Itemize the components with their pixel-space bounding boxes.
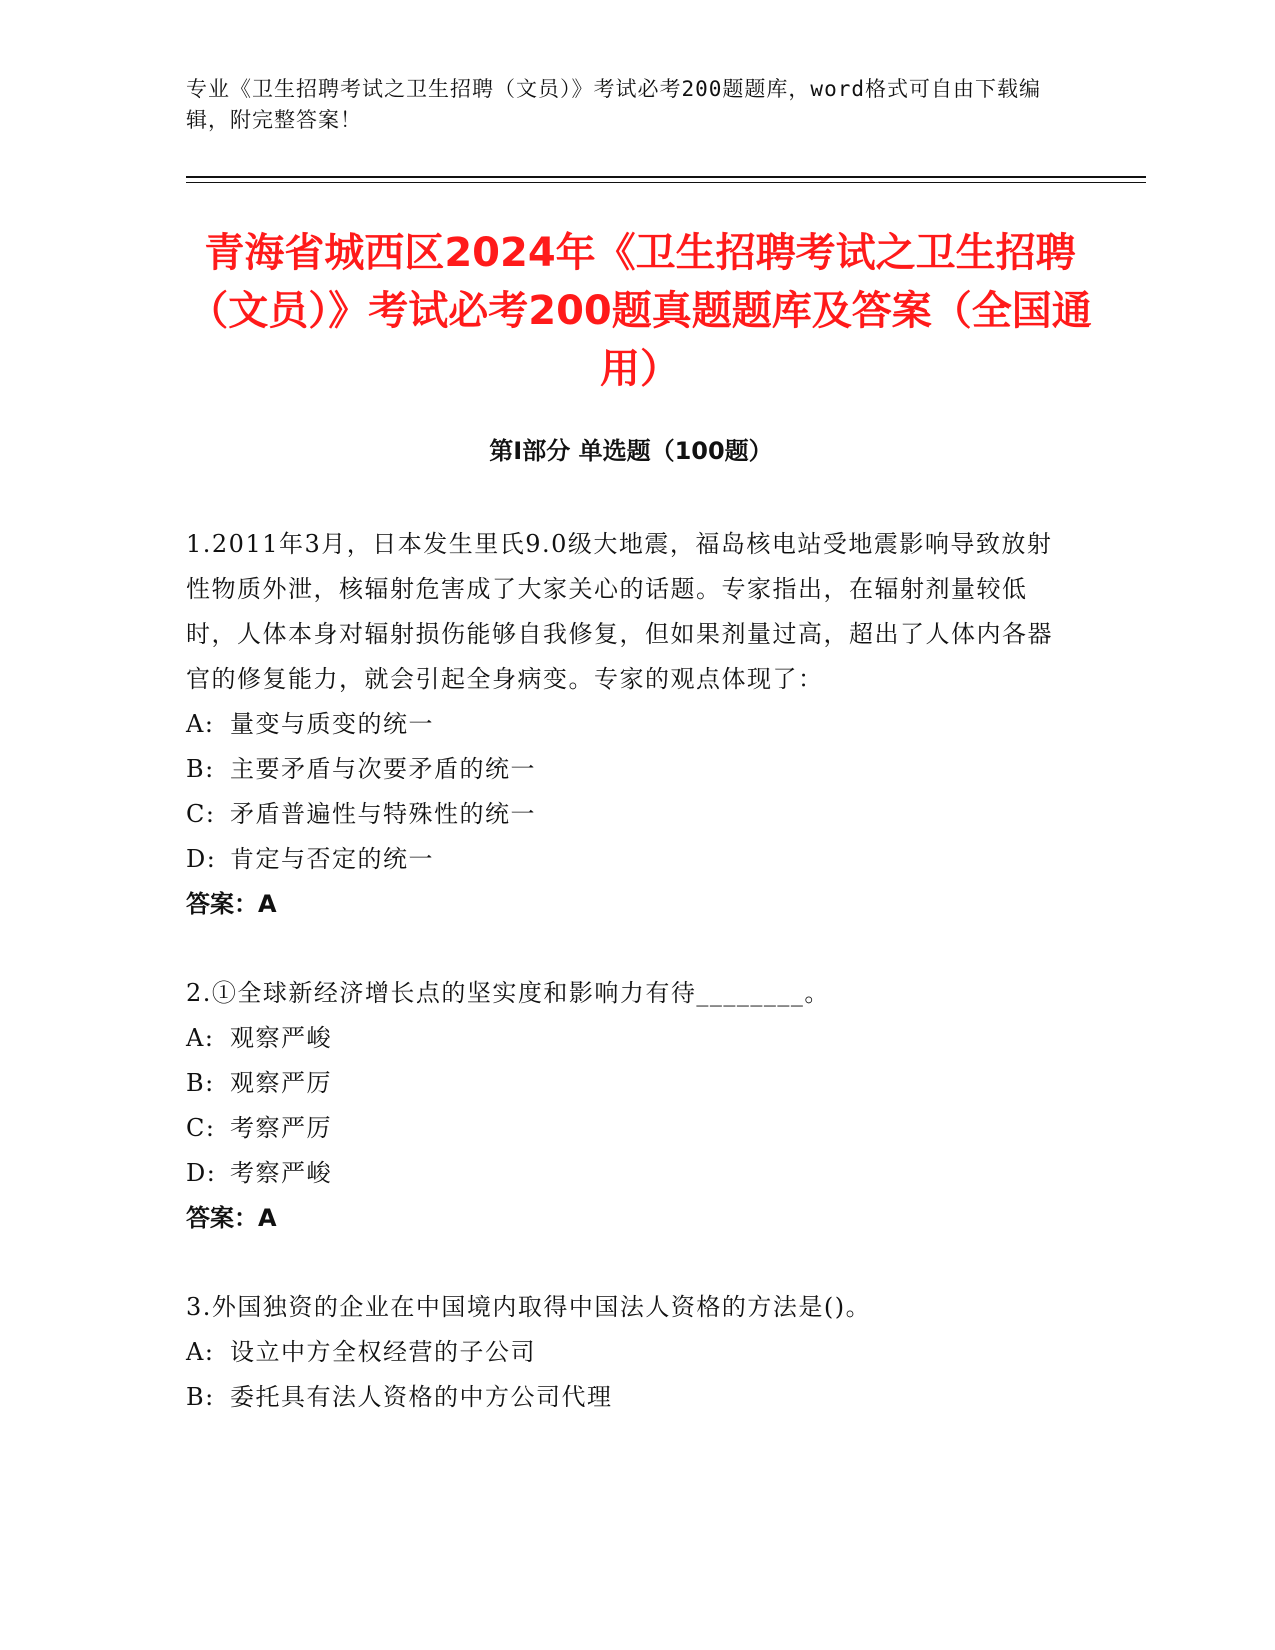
- option-key: A:: [186, 1024, 215, 1052]
- option-text: 设立中方全权经营的子公司: [230, 1338, 536, 1366]
- header-note: 专业《卫生招聘考试之卫生招聘（文员）》考试必考200题题库，word格式可自由下载编辑，附完整答案！: [186, 77, 1041, 132]
- option-a: [186, 702, 1066, 747]
- option-b: [186, 1375, 1066, 1420]
- option-d: [186, 1151, 1066, 1196]
- option-text: 矛盾普遍性与特殊性的统一: [230, 800, 536, 828]
- option-d: [186, 837, 1066, 882]
- option-key: D:: [186, 1159, 217, 1187]
- question-3: [186, 1285, 1066, 1420]
- question-stem: 1.2011年3月，日本发生里氏9.0级大地震，福岛核电站受地震影响导致放射性物质外泄，核辐射危害成了大家关心的话题。专家指出，在辐射剂量较低时，人体本身对辐射损伤能够自我修复，但如果剂量过高，超出了人体内各器官的修复能力，就会引起全身病变。专家的观点体现了：: [186, 530, 1053, 693]
- option-key: C:: [186, 1114, 216, 1142]
- question-1: [186, 522, 1066, 927]
- document-title: 青海省城西区2024年《卫生招聘考试之卫生招聘（文员）》考试必考200题真题题库及答案（全国通用）: [188, 230, 1092, 392]
- option-text: 量变与质变的统一: [230, 710, 434, 738]
- option-key: A:: [186, 710, 215, 738]
- section-heading: 第Ⅰ部分 单选题（100题）: [489, 437, 773, 465]
- option-a: [186, 1330, 1066, 1375]
- option-text: 观察严峻: [230, 1024, 332, 1052]
- option-text: 考察严厉: [230, 1114, 332, 1142]
- option-key: B:: [186, 1069, 215, 1097]
- question-list: [186, 522, 1066, 1464]
- option-c: [186, 792, 1066, 837]
- option-a: [186, 1016, 1066, 1061]
- option-text: 委托具有法人资格的中方公司代理: [230, 1383, 613, 1411]
- option-key: B:: [186, 1383, 215, 1411]
- option-b: [186, 1061, 1066, 1106]
- option-key: B:: [186, 755, 215, 783]
- option-text: 肯定与否定的统一: [230, 845, 434, 873]
- option-key: C:: [186, 800, 216, 828]
- header-divider-thin: [186, 182, 1146, 183]
- option-key: D:: [186, 845, 217, 873]
- option-text: 考察严峻: [230, 1159, 332, 1187]
- option-b: [186, 747, 1066, 792]
- question-stem: 3.外国独资的企业在中国境内取得中国法人资格的方法是()。: [186, 1293, 872, 1321]
- option-text: 观察严厉: [230, 1069, 332, 1097]
- option-key: A:: [186, 1338, 215, 1366]
- option-text: 主要矛盾与次要矛盾的统一: [230, 755, 536, 783]
- header-divider-thick: [186, 176, 1146, 178]
- question-2: [186, 971, 1066, 1241]
- option-c: [186, 1106, 1066, 1151]
- question-answer: 答案：A: [186, 1204, 277, 1232]
- question-stem: 2.①全球新经济增长点的坚实度和影响力有待________。: [186, 979, 830, 1007]
- question-answer: 答案：A: [186, 890, 277, 918]
